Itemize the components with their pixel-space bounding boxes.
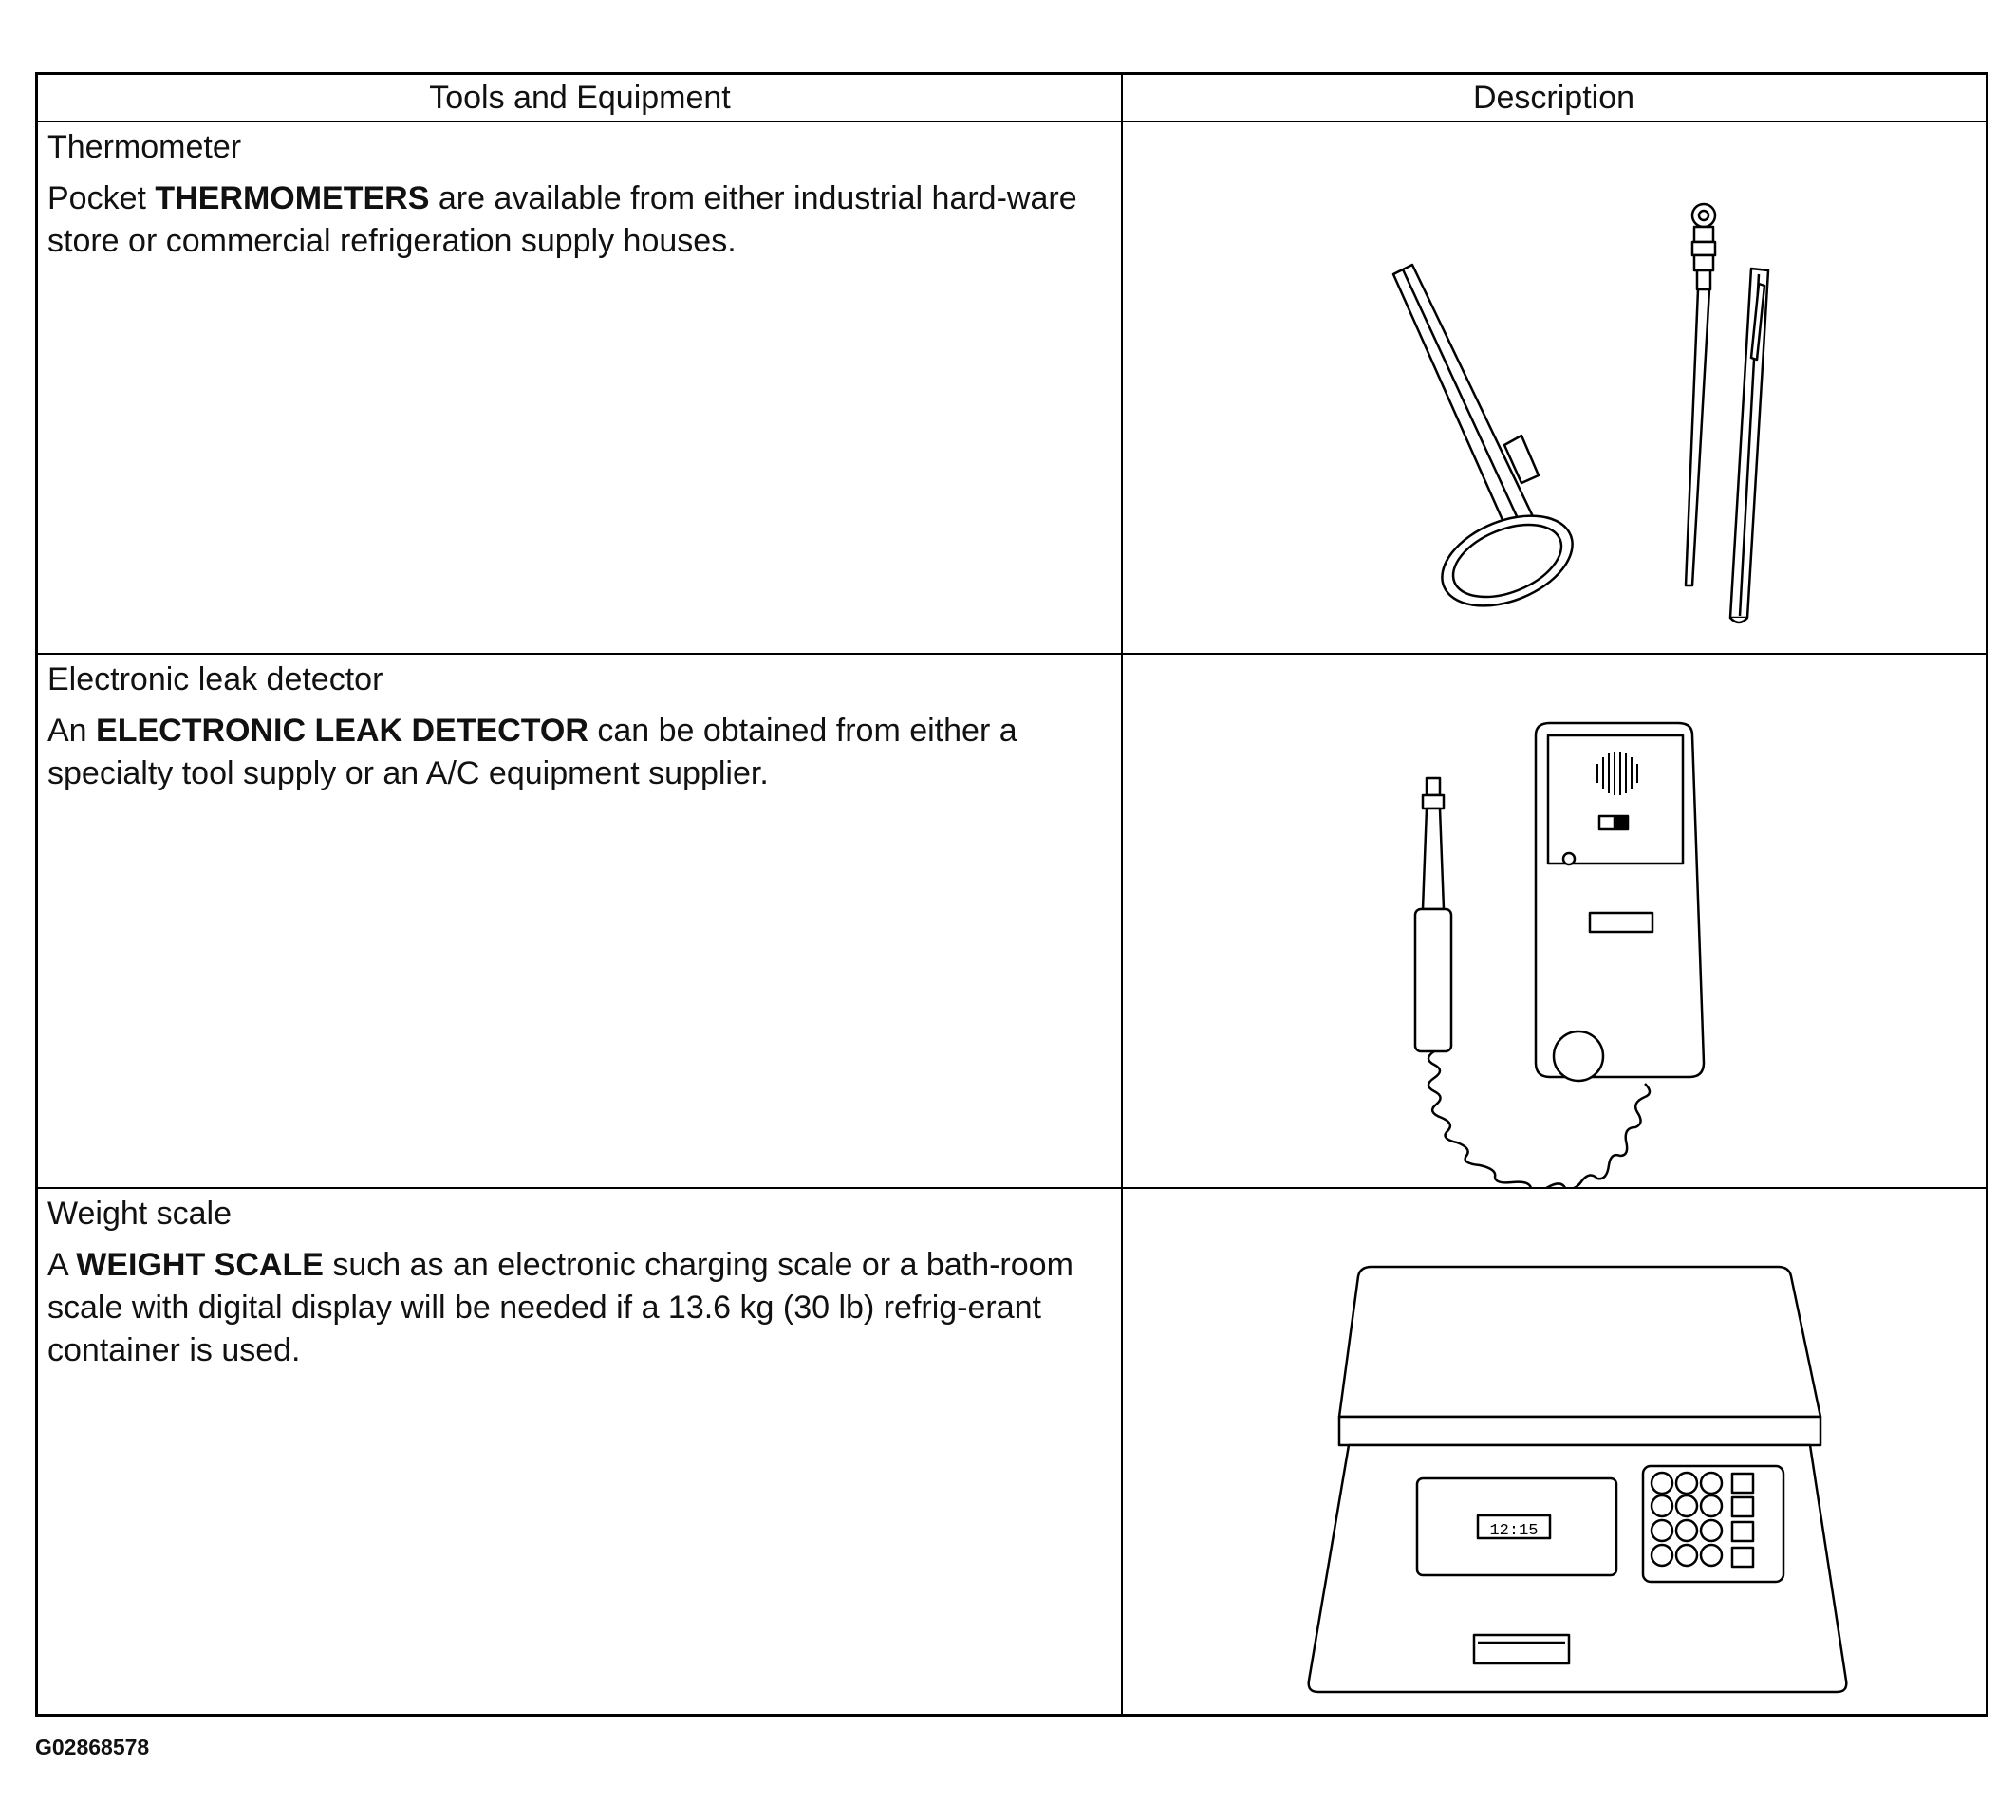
- thermometers-illustration: [1123, 122, 1987, 653]
- header-description: Description: [1472, 79, 1635, 116]
- table-row-weight-scale: [38, 1189, 1986, 1714]
- tool-description: Pocket THERMOMETERS are available from either industrial hard-ware store or commercial refrigeration supply houses.: [47, 180, 1077, 259]
- table-header-row: [38, 75, 1986, 122]
- tool-cell: [47, 660, 1111, 795]
- tool-name: Weight scale: [47, 1196, 233, 1232]
- tool-name: Electronic leak detector: [47, 661, 383, 697]
- leak-detector-illustration: [1123, 655, 1987, 1187]
- weight-scale-illustration: [1123, 1189, 1987, 1714]
- tools-table: [35, 72, 1988, 1717]
- table-row-thermometer: [38, 122, 1986, 655]
- tool-name: Thermometer: [47, 129, 242, 165]
- tool-cell: [47, 1195, 1111, 1372]
- table-row-leak-detector: [38, 655, 1986, 1189]
- scale-display-reading: 12:15: [1489, 1522, 1539, 1540]
- tool-description: An ELECTRONIC LEAK DETECTOR can be obtained from either a specialty tool supply or an A/C equipment supplier.: [47, 713, 1017, 791]
- tool-description: A WEIGHT SCALE such as an electronic charging scale or a bath-room scale with digital display will be needed if a 13.6 kg (30 lb) refrig-erant container is used.: [47, 1247, 1073, 1368]
- tool-cell: [47, 128, 1111, 263]
- header-tools: Tools and Equipment: [429, 79, 731, 116]
- figure-code: G02868578: [35, 1735, 150, 1759]
